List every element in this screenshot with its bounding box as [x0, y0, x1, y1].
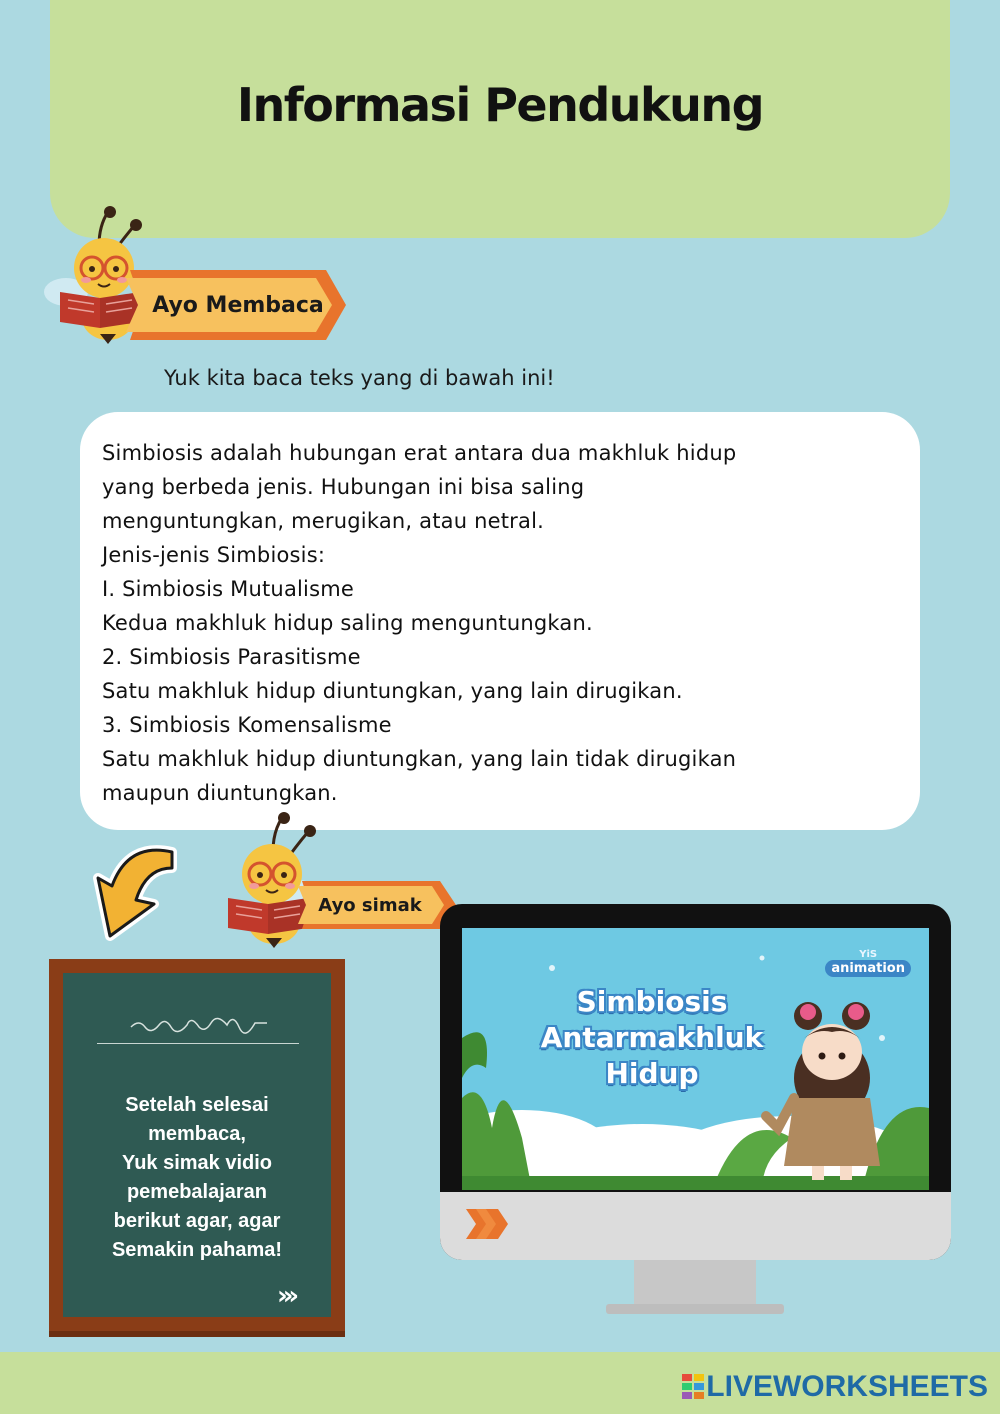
- chalk-arrows[interactable]: ›››: [277, 1281, 295, 1311]
- chalkboard: [63, 973, 331, 1317]
- ayo-simak-ribbon: [296, 880, 456, 930]
- read-instruction: Yuk kita baca teks yang di bawah ini!: [164, 366, 555, 390]
- chalkboard-text: Setelah selesai membaca, Yuk simak vidio pemebalajaran berikut agar, agar Semakin pahama!: [111, 1094, 283, 1261]
- monitor-chin: [440, 1192, 951, 1260]
- ayo-membaca-label: Ayo Membaca: [152, 292, 324, 318]
- header-panel: [50, 0, 950, 238]
- reading-text: Simbiosis adalah hubungan erat antara dua makhluk hidup yang berbeda jenis. Hubungan ini bisa saling menguntungkan, merugikan, atau netral. Jenis-jenis Simbiosis: I. Simbiosis Mutualisme Kedua makhluk hidup saling menguntungkan. 2. Simbiosis Parasitisme Satu makhluk hidup diuntungkan, yang lain dirugikan. 3. Simbiosis Komensalisme Satu makhluk hidup diuntungkan, yang lain tidak dirugikan maupun diuntungkan.: [102, 441, 737, 805]
- video-player[interactable]: [462, 928, 929, 1190]
- liveworksheets-logo-icon: [682, 1374, 704, 1400]
- channel-name: animation: [825, 960, 911, 977]
- monitor-base: [606, 1304, 784, 1314]
- liveworksheets-logo[interactable]: [682, 1372, 988, 1402]
- chalkboard-frame: [49, 959, 345, 1331]
- reading-card: [80, 412, 920, 830]
- video-title: Simbiosis Antarmakhluk Hidup: [540, 985, 764, 1090]
- ayo-simak-label: Ayo simak: [318, 894, 422, 916]
- ayo-membaca-ribbon: [120, 268, 346, 342]
- chalk-divider: [97, 1043, 299, 1044]
- channel-top: YiS: [859, 949, 878, 960]
- liveworksheets-brand: LIVEWORKSHEETS: [706, 1370, 988, 1403]
- video-monitor: [440, 904, 951, 1260]
- channel-badge: [825, 950, 911, 977]
- play-forward-icon[interactable]: [464, 1206, 510, 1242]
- scribble-decoration: [129, 1009, 269, 1037]
- page-title: Informasi Pendukung: [236, 78, 764, 132]
- curved-arrow-icon: [72, 838, 180, 944]
- monitor-stand: [634, 1260, 756, 1306]
